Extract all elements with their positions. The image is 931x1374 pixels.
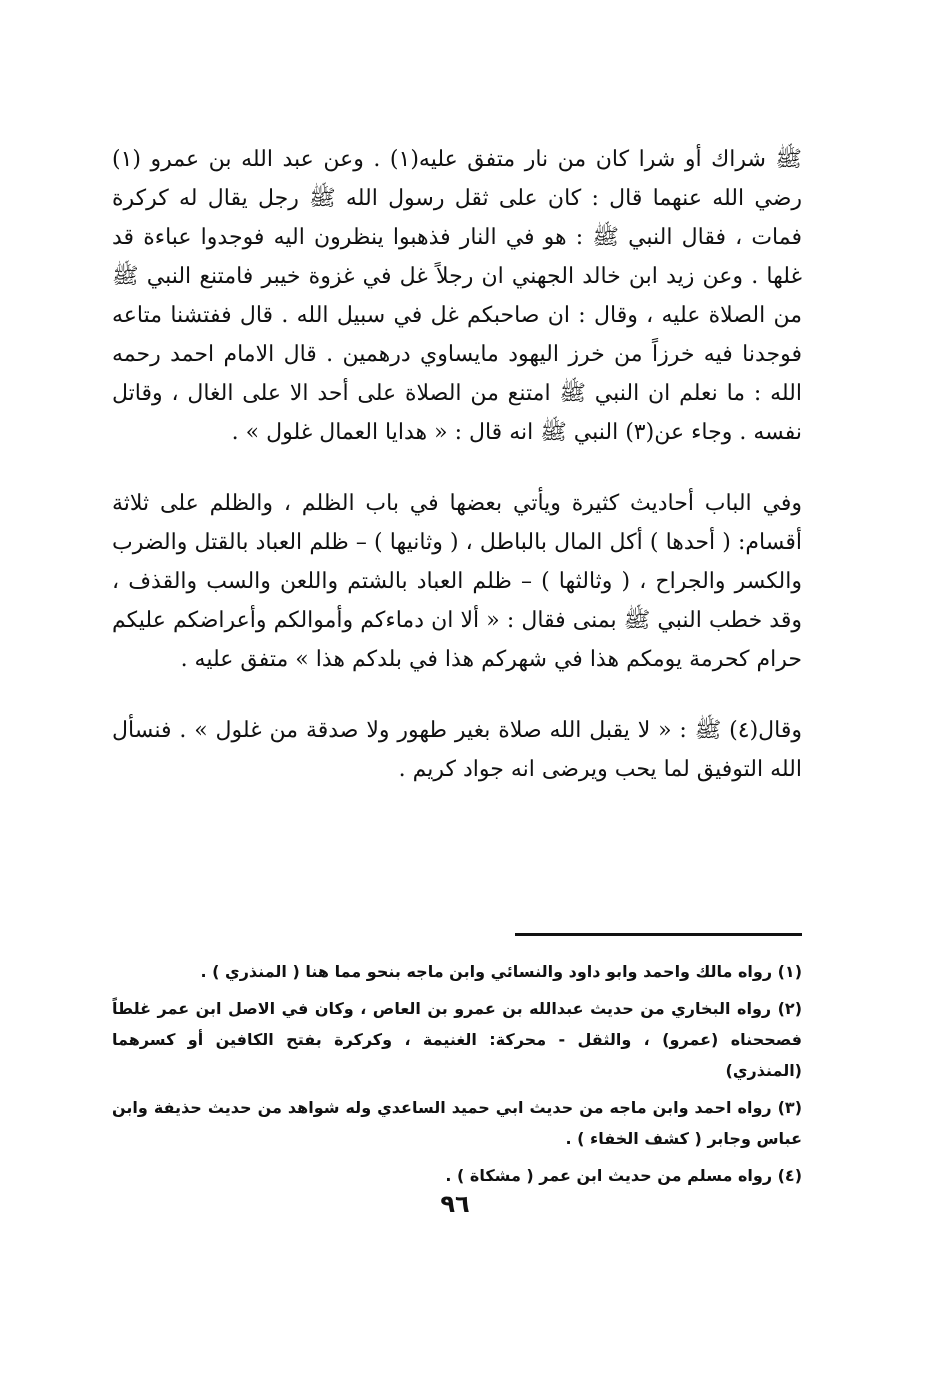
footnotes [112,956,802,1197]
page-number: ٩٦ [440,1190,470,1218]
footnote: (١) رواه مالك واحمد وابو داود والنسائي وابن ماجه بنحو مما هنا ( المنذري ) . [200,962,802,981]
footnote-divider [515,933,802,936]
footnote: (٢) رواه البخاري من حديث عبدالله بن عمرو بن العاص ، وكان في الاصل ابن عمر غلطاً فصححناه (عمرو) ، والثقل - محركة: الغنيمة ، وكركرة بفتح الكافين أو كسرهما (المنذري) [112,999,802,1080]
paragraph: وقال(٤) ﷺ : « لا يقبل الله صلاة بغير طهور ولا صدقة من غلول » . فنسأل الله التوفيق لما يحب ويرضى انه جواد كريم . [112,718,802,782]
paragraph: وفي الباب أحاديث كثيرة ويأتي بعضها في باب الظلم ، والظلم على ثلاثة أقسام: ( أحدها ) أكل المال بالباطل ، ( وثانيها ) – ظلم العباد بالقتل والضرب والكسر والجراح ، ( وثالثها ) – ظلم العباد بالشتم واللعن والسب والقذف ، وقد خطب النبي ﷺ بمنى فقال : « ألا ان دماءكم وأموالكم وأعراضكم عليكم حرام كحرمة يومكم هذا في شهركم هذا في بلدكم هذا » متفق عليه . [112,491,802,672]
paragraph: ﷺ شراك أو شرا كان من نار متفق عليه(١) . وعن عبد الله بن عمرو (١) رضي الله عنهما قال : كان على ثقل رسول الله ﷺ رجل يقال له كركرة فمات ، فقال النبي ﷺ : هو في النار فذهبوا ينظرون اليه فوجدوا عباءة قد غلها . وعن زيد ابن خالد الجهني ان رجلاً غل في غزوة خيبر فامتنع النبي ﷺ من الصلاة عليه ، وقال : ان صاحبكم غل في سبيل الله . قال ففتشنا متاعه فوجدنا فيه خرزاً من خرز اليهود مايساوي درهمين . قال الامام احمد رحمه الله : ما نعلم ان النبي ﷺ امتنع من الصلاة على أحد الا على الغال ، وقاتل نفسه . وجاء عن(٣) النبي ﷺ انه قال : « هدايا العمال غلول » . [112,147,803,445]
footnote: (٤) رواه مسلم من حديث ابن عمر ( مشكاة ) . [445,1166,802,1185]
footnote: (٣) رواه احمد وابن ماجه من حديث ابي حميد الساعدي وله شواهد من حديث حذيفة وابن عباس وجابر ( كشف الخفاء ) . [112,1098,802,1148]
main-text-body [112,140,802,821]
